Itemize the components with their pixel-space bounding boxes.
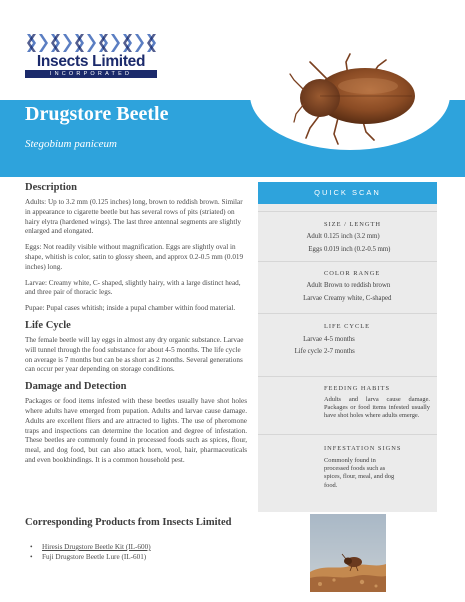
infestation-line: food. <box>324 481 338 489</box>
life-cycle-text: The female beetle will lay eggs in almost any dry organic substance. Larvae will tunnel through the food substance for about 4-5 months. The life cycle on average is 7 months but can be as short as 2 months. Several generations can occur per year depending on storage conditions. <box>25 335 244 374</box>
infestation-text <box>324 457 430 490</box>
life-cycle-label: LIFE CYCLE <box>324 323 371 330</box>
life-value-larvae: 4-5 months <box>324 336 355 343</box>
main-content <box>25 182 247 472</box>
feeding-label: FEEDING HABITS <box>324 385 391 392</box>
products-list <box>30 542 151 562</box>
size-value-eggs: 0.019 inch (0.2-0.5 mm) <box>324 246 391 253</box>
scientific-name: Stegobium paniceum <box>25 138 117 150</box>
infestation-line: Commonly found in <box>324 457 376 464</box>
life-value-cycle: 2-7 months <box>324 348 355 355</box>
quick-scan-heading: QUICK SCAN <box>258 182 437 204</box>
description-larvae: Larvae: Creamy white, C- shaped, slightly hairy, with a large distinct head, and three pair of thoracic legs. <box>25 278 241 297</box>
color-label: COLOR RANGE <box>324 270 381 277</box>
product-lure-label: Fuji Drugstore Beetle Lure (IL-601) <box>42 553 147 561</box>
product-link-kit[interactable] <box>30 542 151 552</box>
feeding-text: Adults and larva cause damage. Packages or food items infested usually have shot holes where adults emerge. <box>324 396 430 420</box>
page-title: Drugstore Beetle <box>25 103 169 125</box>
logo-subtitle: INCORPORATED <box>25 70 157 78</box>
infestation-line: spices, flour, meal, and dog <box>324 473 395 481</box>
description-pupae: Pupae: Pupal cases whitish; inside a pupal chamber within food material. <box>25 304 236 313</box>
adults-label: Adults <box>25 198 45 206</box>
damage-heading: Damage and Detection <box>25 381 127 393</box>
life-cycle-heading: Life Cycle <box>25 319 71 331</box>
beetle-illustration <box>250 40 450 150</box>
larva-illustration <box>310 514 386 592</box>
life-key-larvae: Larvae <box>303 336 322 343</box>
logo-wordmark: Insects Limited <box>25 54 157 70</box>
adults-text: : Up to 3.2 mm (0.125 inches) long, brown to reddish brown. Similar in appearance to cigarette beetle but has several rows of pits (striated) on hairy elytra (hardened wings). The last three antennal segments are slightly enlarged and elongated. <box>25 198 243 236</box>
size-key-eggs: Eggs <box>308 246 322 253</box>
size-label: SIZE / LENGTH <box>324 221 382 228</box>
quick-scan-color <box>258 261 437 311</box>
quick-scan-life-cycle <box>258 313 437 373</box>
quick-scan-feeding <box>258 376 437 434</box>
quick-scan-size <box>258 211 437 261</box>
size-value-adult: 0.125 inch (3.2 mm) <box>324 233 380 240</box>
color-value-larvae: Creamy white, C-shaped <box>324 295 392 302</box>
product-item-lure <box>30 552 151 562</box>
product-kit-label[interactable]: Hiresis Drugstore Beetle Kit (IL-600) <box>42 543 151 551</box>
color-value-adult: Brown to reddish brown <box>324 282 391 289</box>
damage-text: Packages or food items infested with these beetles usually have shot holes where adults have emerged from pupation. Adults and larvae cause damage. Adults are excellent fliers and are attracted to lights. The use of pheromone traps and inspections can determine the location and degree of infestation. These beetles are commonly found in processed foods such as spices, flour, meal, and dog food, but can also attack horn, wool, hair, pharmaceuticals and even bookbindings. It is a common household pest. <box>25 397 247 464</box>
products-heading: Corresponding Products from Insects Limited <box>25 517 232 528</box>
size-key-adult: Adult <box>306 233 322 240</box>
beetle-image <box>250 40 450 150</box>
color-key-adult: Adult <box>306 282 322 289</box>
description-adults <box>25 198 247 237</box>
description-eggs: Eggs: Not readily visible without magnification. Eggs are slightly oval in shape, whitish is color, satin to glossy sheen, and approx 0.2-0.5 mm (0.019 inches) long. <box>25 243 244 271</box>
larva-photo <box>310 514 386 592</box>
infestation-label: INFESTATION SIGNS <box>324 445 402 452</box>
color-key-larvae: Larvae <box>303 295 322 302</box>
life-key-cycle: Life cycle <box>294 348 322 355</box>
infestation-line: processed foods such as <box>324 465 386 473</box>
quick-scan-infestation <box>258 434 437 512</box>
description-heading: Description <box>25 182 77 193</box>
company-logo <box>25 32 157 78</box>
logo-mark-icon <box>25 32 157 54</box>
